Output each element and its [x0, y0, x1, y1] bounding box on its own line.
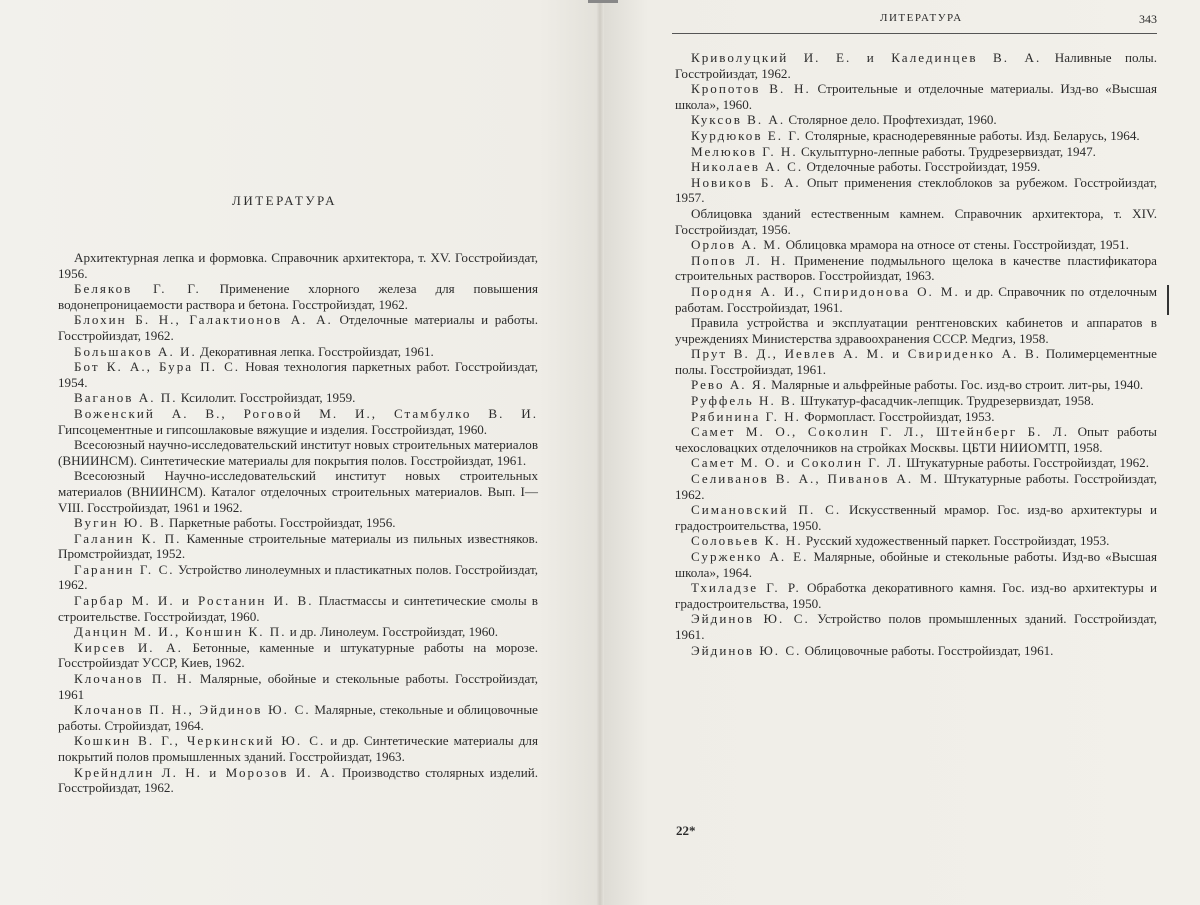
reference-entry [58, 593, 538, 624]
reference-text: Декоративная лепка. Госстройиздат, 1961. [196, 343, 434, 359]
reference-text: Малярные, обойные и стекольные работы. Изд-во «Высшая школа», 1964. [675, 549, 1157, 580]
reference-entry [675, 611, 1157, 642]
reference-text: и др. Синтетические материалы для покрытий полов промышленных зданий. Госстройиздат, 1963. [58, 733, 538, 764]
reference-text: Правила устройства и эксплуатации рентгеновских кабинетов и аппаратов в учреждениях Министерства здравоохранения СССР. Медгиз, 1958. [675, 315, 1157, 346]
reference-author: Мелюков Г. Н. [691, 143, 798, 159]
reference-entry [58, 312, 538, 343]
book-gutter [596, 0, 604, 905]
reference-text: Искусственный мрамор. Гос. изд-во архитектуры и градостроительства, 1950. [675, 502, 1157, 533]
reference-entry [58, 640, 538, 671]
reference-entry [675, 159, 1157, 175]
reference-author: Криволуцкий И. Е. и Калединцев В. А. [691, 50, 1042, 65]
reference-text: и др. Линолеум. Госстройиздат, 1960. [286, 624, 499, 640]
reference-text: Новая технология паркетных работ. Госстройиздат, 1954. [58, 359, 538, 390]
reference-text: Ксилолит. Госстройиздат, 1959. [177, 390, 356, 406]
reference-text: Каменные строительные материалы из пильных известняков. Промстройиздат, 1952. [58, 530, 539, 562]
reference-entry [675, 409, 1157, 425]
reference-text: Паркетные работы. Госстройиздат, 1956. [165, 515, 396, 531]
reference-entry [675, 643, 1157, 659]
reference-entry [58, 390, 538, 406]
reference-text: Обработка декоративного камня. Гос. изд-во архитектуры и градостроительства, 1950. [675, 580, 1158, 611]
reference-entry [58, 406, 538, 437]
reference-text: Формопласт. Госстройиздат, 1953. [800, 408, 995, 424]
header-rule [672, 33, 1157, 34]
reference-author: Орлов А. М. [691, 237, 783, 253]
page-number: 343 [1139, 12, 1157, 26]
reference-author: Курдюков Е. Г. [691, 127, 802, 143]
reference-author: Клочанов П. Н. [74, 671, 194, 687]
reference-entry [58, 733, 538, 764]
reference-author: Ваганов А. П. [74, 390, 178, 406]
reference-text: Применение подмыльного щелока в качестве пластификатора строительных растворов. Госстройиздат, 1963. [675, 252, 1157, 284]
reference-entry [58, 468, 538, 515]
reference-author: Попов Л. Н. [691, 252, 788, 268]
reference-author: Рябинина Г. Н. [691, 408, 801, 424]
reference-entry [675, 533, 1157, 549]
reference-entry [675, 502, 1157, 533]
reference-author: Селиванов В. А., Пиванов А. М. [691, 471, 939, 487]
reference-text: Малярные и альфрейные работы. Гос. изд-во строит. лит-ры, 1940. [767, 377, 1144, 393]
reference-author: Породня А. И., Спиридонова О. М. [691, 283, 960, 299]
reference-author: Эйдинов Ю. С. [691, 642, 802, 658]
reference-entry [58, 671, 538, 702]
reference-text: Всесоюзный Научно-исследовательский институт новых строительных материалов (ВНИИНСМ). Каталог отделочных строительных материалов. Вып. I—VIII. Госстройиздат, 1961 и 1962. [58, 468, 538, 515]
reference-entry [58, 562, 538, 593]
printer-signature: 22* [676, 823, 696, 838]
reference-author: Воженский А. В., Роговой М. И., Стамбулко В. И. [74, 405, 538, 421]
reference-author: Гарбар М. И. и Ростанин И. В. [74, 593, 314, 609]
reference-text: Всесоюзный научно-исследовательский институт новых строительных материалов (ВНИИНСМ). Синтетические материалы для покрытия полов. Госстройиздат, 1961. [58, 437, 538, 468]
reference-entry [675, 549, 1157, 580]
reference-text: Отделочные материалы и работы. Госстройиздат, 1962. [58, 312, 538, 343]
reference-author: Беляков Г. Г. [74, 281, 201, 297]
reference-text: Русский художественный паркет. Госстройиздат, 1953. [802, 533, 1110, 549]
reference-entry [675, 377, 1157, 393]
reference-entry [675, 284, 1157, 315]
margin-mark [1167, 285, 1169, 315]
reference-author: Бот К. А., Бура П. С. [74, 359, 241, 375]
reference-entry [58, 531, 538, 562]
reference-entry [675, 50, 1157, 81]
reference-text: Пластмассы и синтетические смолы в строительстве. Госстройиздат, 1960. [58, 593, 538, 624]
reference-author: Николаев А. С. [691, 159, 804, 175]
reference-entry [675, 253, 1157, 284]
reference-entry [675, 144, 1157, 160]
reference-author: Кирсев И. А. [74, 639, 183, 655]
reference-text: Малярные, обойные и стекольные работы. Госстройиздат, 1961 [58, 671, 538, 702]
reference-author: Руффель Н. В. [691, 393, 797, 409]
reference-entry [675, 81, 1157, 112]
reference-author: Вугин Ю. В. [74, 515, 166, 531]
reference-entry [58, 250, 538, 281]
reference-author: Клочанов П. Н., Эйдинов Ю. С. [74, 702, 311, 718]
gutter-mark [588, 0, 618, 3]
reference-author: Симановский П. С. [691, 502, 842, 518]
running-head [672, 12, 1157, 32]
reference-author: Данцин М. И., Коншин К. П. [74, 624, 287, 640]
reference-author: Блохин Б. Н., Галактионов А. А. [74, 312, 333, 328]
reference-text: Скульптурно-лепные работы. Трудрезервиздат, 1947. [797, 143, 1096, 159]
reference-author: Большаков А. И. [74, 343, 197, 359]
reference-entry [675, 455, 1157, 471]
reference-entry [58, 624, 538, 640]
reference-text: Устройство линолеумных и пластикатных полов. Госстройиздат, 1962. [58, 561, 538, 593]
running-head-title: ЛИТЕРАТУРА [880, 12, 963, 24]
reference-text: Столярные, краснодеревянные работы. Изд. Беларусь, 1964. [801, 127, 1140, 143]
reference-entry [675, 175, 1157, 206]
reference-text: Гипсоцементные и гипсошлаковые вяжущие и изделия. Госстройиздат, 1960. [58, 421, 488, 437]
reference-entry [58, 281, 538, 312]
reference-entry [675, 346, 1157, 377]
reference-author: Прут В. Д., Иевлев А. М. и Свириденко А. В. [691, 346, 1042, 362]
reference-entry [675, 206, 1157, 237]
reference-author: Крейндлин Л. Н. и Морозов И. А. [74, 764, 337, 780]
reference-text: Облицовка зданий естественным камнем. Справочник архитектора, т. XIV. Госстройиздат, 1956. [675, 205, 1157, 237]
reference-text: Производство столярных изделий. Госстройиздат, 1962. [58, 764, 538, 796]
reference-text: Полимерцементные полы. Госстройиздат, 1961. [675, 346, 1157, 377]
section-title: ЛИТЕРАТУРА [232, 193, 337, 208]
reference-author: Кропотов В. Н. [691, 81, 811, 97]
reference-entry [675, 393, 1157, 409]
reference-author: Гаранин Г. С. [74, 561, 175, 577]
reference-author: Самет М. О. и Соколин Г. Л. [691, 455, 904, 471]
reference-entry [675, 315, 1157, 346]
reference-author: Рево А. Я. [691, 377, 768, 393]
reference-text: Наливные полы. Госстройиздат, 1962. [675, 50, 1157, 81]
reference-author: Тхиладзе Г. Р. [691, 580, 801, 596]
reference-entry [675, 237, 1157, 253]
reference-entry [58, 515, 538, 531]
reference-text: Отделочные работы. Госстройиздат, 1959. [803, 159, 1041, 175]
reference-entry [58, 702, 538, 733]
reference-entry [675, 424, 1157, 455]
reference-author: Кошкин В. Г., Черкинский Ю. С. [74, 733, 326, 749]
reference-text: Штукатур-фасадчик-лепщик. Трудрезервиздат, 1958. [797, 393, 1094, 409]
reference-text: Облицовка мрамора на относе от стены. Госстройиздат, 1951. [782, 237, 1129, 253]
reference-author: Соловьев К. Н. [691, 533, 803, 549]
reference-text: Строительные и отделочные материалы. Изд-во «Высшая школа», 1960. [675, 81, 1157, 112]
reference-author: Новиков Б. А. [691, 174, 801, 190]
reference-entry [675, 112, 1157, 128]
reference-text: и др. Справочник по отделочным работам. Госстройиздат, 1961. [675, 283, 1158, 315]
reference-author: Самет М. О., Соколин Г. Л., Штейнберг Б. Л. [691, 424, 1070, 440]
reference-text: Малярные, стекольные и облицовочные работы. Стройиздат, 1964. [58, 702, 538, 733]
reference-author: Куксов В. А. [691, 112, 786, 128]
reference-text: Опыт применения стеклоблоков за рубежом. Госстройиздат, 1957. [675, 174, 1157, 206]
reference-author: Сурженко А. Е. [691, 549, 809, 564]
reference-text: Бетонные, каменные и штукатурные работы на морозе. Госстройиздат УССР, Киев, 1962. [58, 639, 538, 671]
reference-list-left [58, 250, 538, 796]
reference-entry [58, 765, 538, 796]
reference-entry [675, 128, 1157, 144]
reference-list-right [675, 50, 1157, 658]
reference-entry [58, 344, 538, 360]
reference-text: Штукатурные работы. Госстройиздат, 1962. [903, 455, 1150, 471]
reference-text: Опыт работы чехословацких отделочников на стройках Москвы. ЦБТИ НИИОМТП, 1958. [675, 424, 1157, 455]
reference-author: Галанин К. П. [74, 530, 182, 546]
reference-entry [58, 359, 538, 390]
reference-text: Облицовочные работы. Госстройиздат, 1961. [801, 642, 1054, 658]
reference-text: Штукатурные работы. Госстройиздат, 1962. [675, 471, 1157, 502]
reference-entry [675, 471, 1157, 502]
reference-text: Столярное дело. Профтехиздат, 1960. [785, 112, 997, 128]
reference-entry [58, 437, 538, 468]
reference-author: Эйдинов Ю. С. [691, 611, 810, 627]
reference-text: Применение хлорного железа для повышения водонепроницаемости раствора и бетона. Госстройиздат, 1962. [58, 281, 538, 312]
reference-entry [675, 580, 1157, 611]
reference-text: Архитектурная лепка и формовка. Справочник архитектора, т. XV. Госстройиздат, 1956. [58, 250, 538, 281]
reference-text: Устройство полов промышленных зданий. Госстройиздат, 1961. [675, 611, 1158, 642]
